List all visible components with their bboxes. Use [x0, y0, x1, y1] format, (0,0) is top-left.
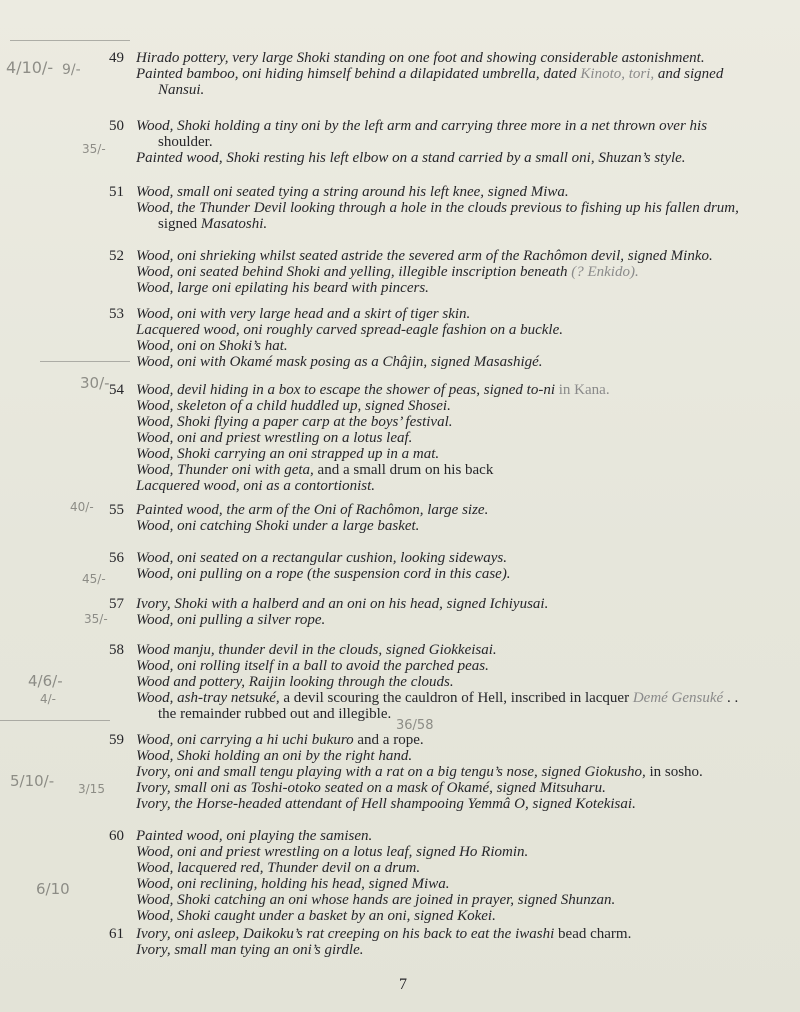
lot-entry	[100, 828, 790, 924]
lot-line: Hirado pottery, very large Shoki standing on one foot and showing considerable astonishment.	[136, 50, 705, 66]
lot-number: 57	[109, 596, 124, 612]
lot-entry	[100, 732, 790, 812]
pencil-price-60: 6/10	[36, 880, 70, 898]
lot-number: 52	[109, 248, 124, 264]
lot-entry	[100, 50, 790, 98]
lot-line: Painted wood, the arm of the Oni of Rachômon, large size.	[136, 502, 489, 518]
lot-line: Ivory, Shoki with a halberd and an oni on his head, signed Ichiyusai.	[136, 596, 549, 612]
lot-number: 49	[109, 50, 124, 66]
lot-number: 54	[109, 382, 124, 398]
pencil-price-59: 5/10/-	[10, 772, 55, 790]
pencil-price-49b: 9/-	[62, 62, 81, 78]
lot-line: Painted bamboo, oni hiding himself behind a dilapidated umbrella, dated Kinoto, tori, and signed	[136, 66, 724, 82]
page-number: 7	[399, 976, 407, 993]
lot-entry	[100, 248, 790, 296]
lot-line: Nansui.	[158, 82, 205, 98]
pencil-price-59b: 3/15	[78, 782, 105, 796]
lot-line: Wood, oni reclining, holding his head, signed Miwa.	[136, 876, 450, 892]
lot-line: Wood, oni and priest wrestling on a lotus leaf, signed Ho Riomin.	[136, 844, 529, 860]
lot-line: Wood, devil hiding in a box to escape the shower of peas, signed to-ni in Kana.	[136, 382, 610, 398]
lot-line: Ivory, small man tying an oni’s girdle.	[136, 942, 364, 958]
pencil-price-56: 45/-	[82, 572, 106, 586]
lot-line: Wood, Shoki catching an oni whose hands are joined in prayer, signed Shunzan.	[136, 892, 616, 908]
lot-line: Wood, Thunder oni with geta, and a small drum on his back	[136, 462, 494, 478]
lot-number: 50	[109, 118, 124, 134]
lot-entry	[100, 550, 790, 582]
lot-entry	[100, 502, 790, 534]
lot-line: Wood, oni and priest wrestling on a lotus leaf.	[136, 430, 413, 446]
lot-entry	[100, 642, 790, 722]
lot-number: 58	[109, 642, 124, 658]
lot-line: Wood, oni seated on a rectangular cushion, looking sideways.	[136, 550, 507, 566]
lot-line: Wood, Shoki holding an oni by the right hand.	[136, 748, 413, 764]
lot-number: 53	[109, 306, 124, 322]
lot-line: Ivory, small oni as Toshi-otoko seated on a mask of Okamé, signed Mitsuharu.	[136, 780, 606, 796]
lot-line: Wood, oni pulling a silver rope.	[136, 612, 326, 628]
lot-line: Ivory, oni asleep, Daikoku’s rat creeping on his back to eat the iwashi bead charm.	[136, 926, 632, 942]
lot-line: Wood, oni pulling on a rope (the suspension cord in this case).	[136, 566, 511, 582]
pencil-bracket	[0, 720, 110, 721]
lot-line: Lacquered wood, oni roughly carved spread-eagle fashion on a buckle.	[136, 322, 564, 338]
lot-number: 60	[109, 828, 124, 844]
lot-line: Wood, Shoki flying a paper carp at the boys’ festival.	[136, 414, 453, 430]
lot-entry	[100, 306, 790, 370]
pencil-bracket	[10, 40, 130, 41]
lot-line: Wood, oni shrieking whilst seated astride the severed arm of the Rachômon devil, signed Minko.	[136, 248, 713, 264]
lot-line: Wood, ash-tray netsuké, a devil scouring the cauldron of Hell, inscribed in lacquer Demé Gensuké . .	[136, 690, 739, 706]
lot-line: Wood manju, thunder devil in the clouds, signed Giokkeisai.	[136, 642, 497, 658]
lot-number: 61	[109, 926, 124, 942]
lot-line: Wood, small oni seated tying a string around his left knee, signed Miwa.	[136, 184, 569, 200]
lot-line: Lacquered wood, oni as a contortionist.	[136, 478, 376, 494]
lot-line: Wood, the Thunder Devil looking through a hole in the clouds previous to fishing up his fallen drum,	[136, 200, 739, 216]
lot-entry	[100, 382, 790, 494]
lot-entry	[100, 118, 790, 166]
lot-line: Wood, oni seated behind Shoki and yelling, illegible inscription beneath (? Enkido).	[136, 264, 639, 280]
pencil-price-50: 35/-	[82, 142, 106, 156]
lot-line: signed Masatoshi.	[158, 216, 268, 232]
lot-line: Painted wood, Shoki resting his left elbow on a stand carried by a small oni, Shuzan’s style.	[136, 150, 686, 166]
lot-line: shoulder.	[158, 134, 213, 150]
lot-line: Wood, oni rolling itself in a ball to avoid the parched peas.	[136, 658, 489, 674]
pencil-price-58b: 4/-	[40, 692, 57, 706]
lot-entry	[100, 926, 790, 958]
lot-line: Painted wood, oni playing the samisen.	[136, 828, 373, 844]
lot-line: Wood, oni carrying a hi uchi bukuro and a rope.	[136, 732, 424, 748]
pencil-price-57: 35/-	[84, 612, 108, 626]
lot-line: Wood, lacquered red, Thunder devil on a drum.	[136, 860, 421, 876]
lot-line: Wood, oni with very large head and a skirt of tiger skin.	[136, 306, 471, 322]
lot-line: Wood, Shoki holding a tiny oni by the left arm and carrying three more in a net thrown over his	[136, 118, 708, 134]
pencil-note-inline: 36/58	[396, 718, 434, 733]
lot-line: Wood, oni catching Shoki under a large basket.	[136, 518, 420, 534]
lot-line: Ivory, oni and small tengu playing with a rat on a big tengu’s nose, signed Giokusho, in sosho.	[136, 764, 703, 780]
lot-number: 51	[109, 184, 124, 200]
pencil-price-58: 4/6/-	[28, 672, 63, 690]
lot-entry	[100, 184, 790, 232]
lot-line: Wood, skeleton of a child huddled up, signed Shosei.	[136, 398, 451, 414]
lot-line: Wood, oni with Okamé mask posing as a Châjin, signed Masashigé.	[136, 354, 543, 370]
lot-number: 55	[109, 502, 124, 518]
lot-number: 59	[109, 732, 124, 748]
lot-line: the remainder rubbed out and illegible.	[158, 706, 392, 722]
lot-line: Ivory, the Horse-headed attendant of Hell shampooing Yemmâ O, signed Kotekisai.	[136, 796, 636, 812]
lot-line: Wood, large oni epilating his beard with pincers.	[136, 280, 429, 296]
lot-line: Wood, oni on Shoki’s hat.	[136, 338, 288, 354]
pencil-price-54: 30/-	[80, 374, 110, 392]
pencil-price-49: 4/10/-	[6, 58, 54, 77]
lot-line: Wood, Shoki carrying an oni strapped up in a mat.	[136, 446, 440, 462]
lot-entry	[100, 596, 790, 628]
lot-line: Wood and pottery, Raijin looking through the clouds.	[136, 674, 454, 690]
lot-number: 56	[109, 550, 124, 566]
pencil-price-55: 40/-	[70, 500, 94, 514]
lot-line: Wood, Shoki caught under a basket by an oni, signed Kokei.	[136, 908, 496, 924]
